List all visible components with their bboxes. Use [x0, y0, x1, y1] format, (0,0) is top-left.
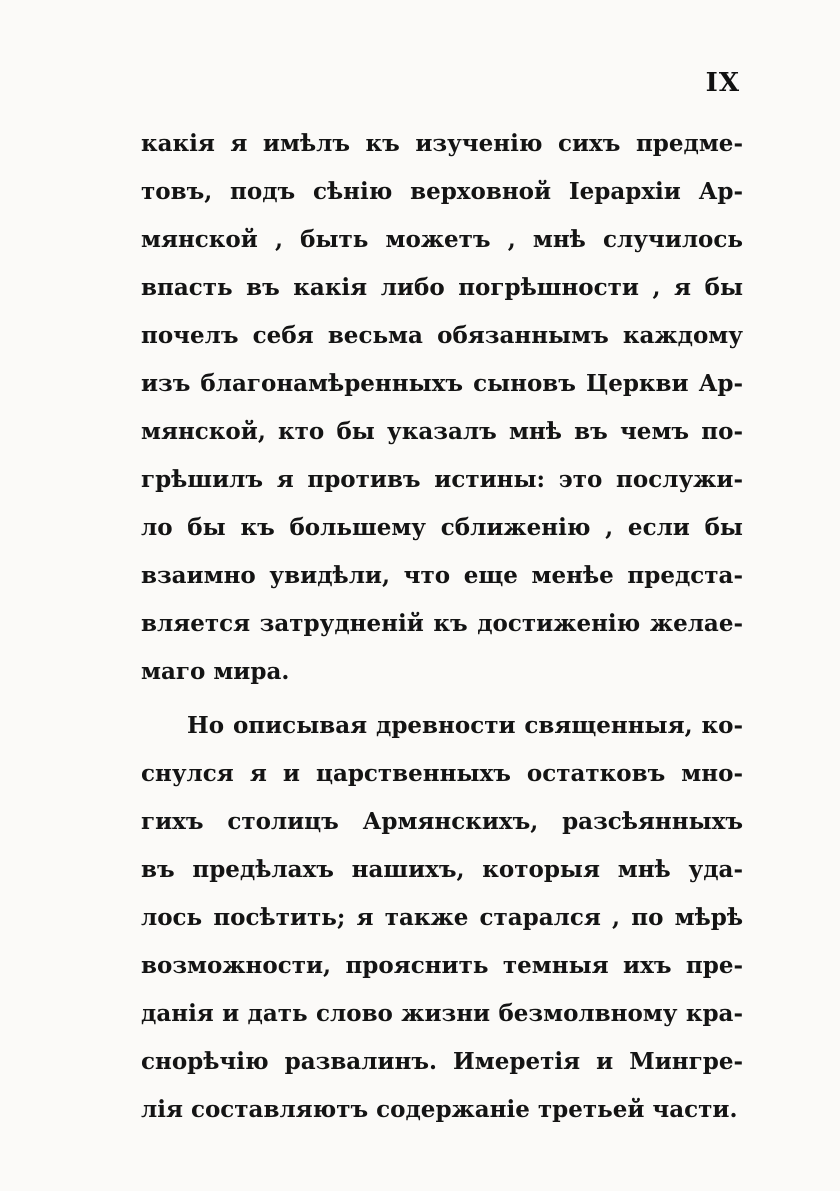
text-line: маго мира.: [141, 658, 290, 685]
text-line: данія и дать слово жизни безмолвному кра-: [141, 1000, 743, 1027]
paragraph: [141, 120, 743, 696]
text-line: снулся я и царственныхъ остатковъ мно-: [141, 760, 743, 787]
text-line: почелъ себя весьма обязаннымъ каждому: [141, 322, 743, 349]
text-line: въ предѣлахъ нашихъ, которыя мнѣ уда-: [141, 856, 743, 883]
page-number: IX: [705, 68, 740, 98]
text-line: лось посѣтить; я также старался , по мѣрѣ: [141, 904, 743, 931]
text-line: снорѣчію развалинъ. Имеретія и Мингре-: [141, 1048, 743, 1075]
text-line: изъ благонамѣренныхъ сыновъ Церкви Ар-: [141, 370, 743, 397]
text-line: ло бы къ большему сближенію , если бы: [141, 514, 743, 541]
text-line: гихъ столицъ Армянскихъ, разсѣянныхъ: [141, 808, 743, 835]
text-line: мянской , быть можетъ , мнѣ случилось: [141, 226, 743, 253]
paragraph: [141, 702, 743, 1134]
text-line: взаимно увидѣли, что еще менѣе предста-: [141, 562, 743, 589]
body-text: [141, 120, 743, 1134]
text-line: какія я имѣлъ къ изученію сихъ предме-: [141, 130, 743, 157]
text-line: возможности, прояснить темныя ихъ пре-: [141, 952, 743, 979]
text-line: мянской, кто бы указалъ мнѣ въ чемъ по-: [141, 418, 743, 445]
text-line: товъ, подъ сѣнію верховной Іерархіи Ар-: [141, 178, 743, 205]
text-line: впасть въ какія либо погрѣшности , я бы: [141, 274, 743, 301]
text-line: Но описывая древности священныя, ко-: [187, 712, 743, 739]
text-line: грѣшилъ я противъ истины: это послужи-: [141, 466, 743, 493]
text-line: лія составляютъ содержаніе третьей части.: [141, 1096, 738, 1123]
text-line: вляется затрудненій къ достиженію желае-: [141, 610, 743, 637]
